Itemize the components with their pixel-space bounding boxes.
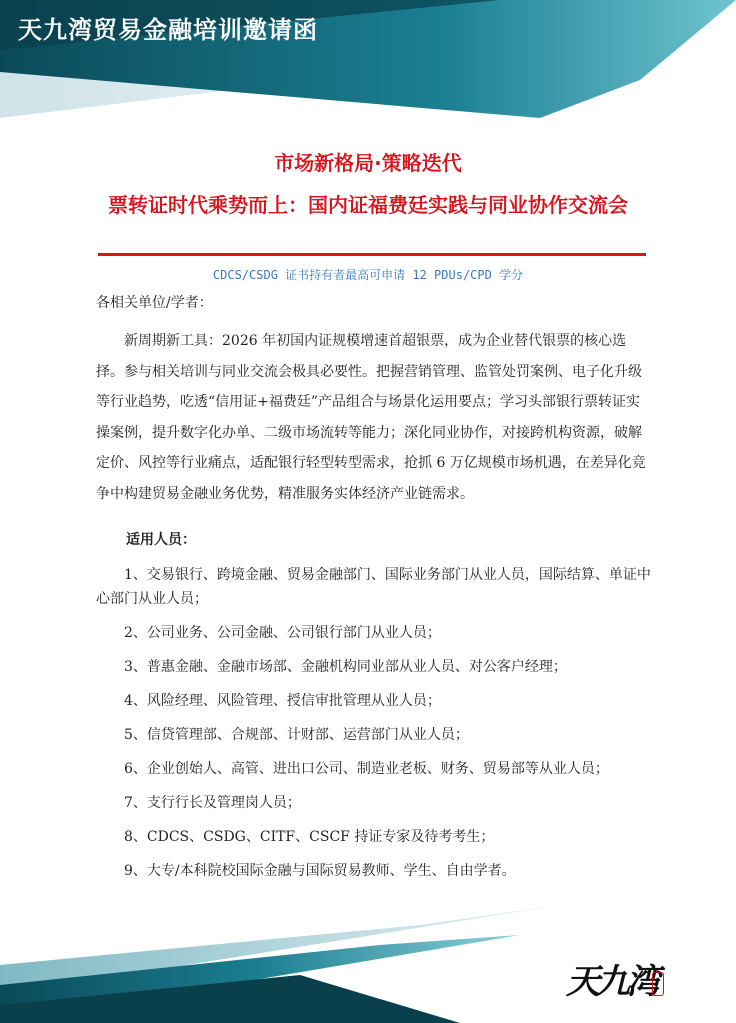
audience-title: 适用人员： <box>126 532 196 548</box>
audience-item: 8、CDCS、CSDG、CITF、CSCF 持证专家及待考考生； <box>124 829 495 845</box>
audience-item: 4、风险经理、风险管理、授信审批管理从业人员； <box>124 693 441 709</box>
audience-item: 7、支行行长及管理岗人员； <box>124 795 301 811</box>
title-line-2: 票转证时代乘势而上：国内证福费廷实践与同业协作交流会 <box>108 193 628 217</box>
audience-list <box>96 563 652 883</box>
pdu-note: CDCS/CSDG 证书持有者最高可申请 12 PDUs/CPD 学分 <box>212 268 524 282</box>
audience-item: 6、企业创始人、高管、进出口公司、制造业老板、财务、贸易部等从业人员； <box>124 761 609 777</box>
header-title: 天九湾贸易金融培训邀请函 <box>18 16 318 44</box>
title-divider <box>98 253 646 256</box>
brand-logo <box>566 936 670 1016</box>
audience-item: 3、普惠金融、金融市场部、金融机构同业部从业人员、对公客户经理； <box>124 659 567 675</box>
seal-icon <box>652 972 664 996</box>
audience-item: 1、交易银行、跨境金融、贸易金融部门、国际业务部门从业人员，国际结算、单证中心部门从业人员； <box>96 567 651 607</box>
logo-text: 天九湾 <box>566 962 656 1002</box>
audience-item: 9、大专/本科院校国际金融与国际贸易教师、学生、自由学者。 <box>124 863 516 879</box>
salutation: 各相关单位/学者： <box>96 295 213 311</box>
letter-body <box>96 292 652 893</box>
title-line-1: 市场新格局·策略迭代 <box>274 151 462 175</box>
audience-item: 5、信贷管理部、合规部、计财部、运营部门从业人员； <box>124 727 469 743</box>
audience-item: 2、公司业务、公司金融、公司银行部门从业人员； <box>124 625 441 641</box>
intro-paragraph: 新周期新工具：2026 年初国内证规模增速首超银票，成为企业替代银票的核心选择。参与相关培训与同业交流会极具必要性。把握营销管理、监管处罚案例、电子化升级等行业趋势，吃透“信用证+福费廷”产品组合与场景化运用要点；学习头部银行票转证实操案例，提升数字化办单、二级市场流转等能力；深化同业协作，对接跨机构资源，破解定价、风控等行业痛点，适配银行轻型转型需求，抢抓 6 万亿规模市场机遇，在差异化竞争中构建贸易金融业务优势，精准服务实体经济产业链需求。 <box>96 333 646 502</box>
